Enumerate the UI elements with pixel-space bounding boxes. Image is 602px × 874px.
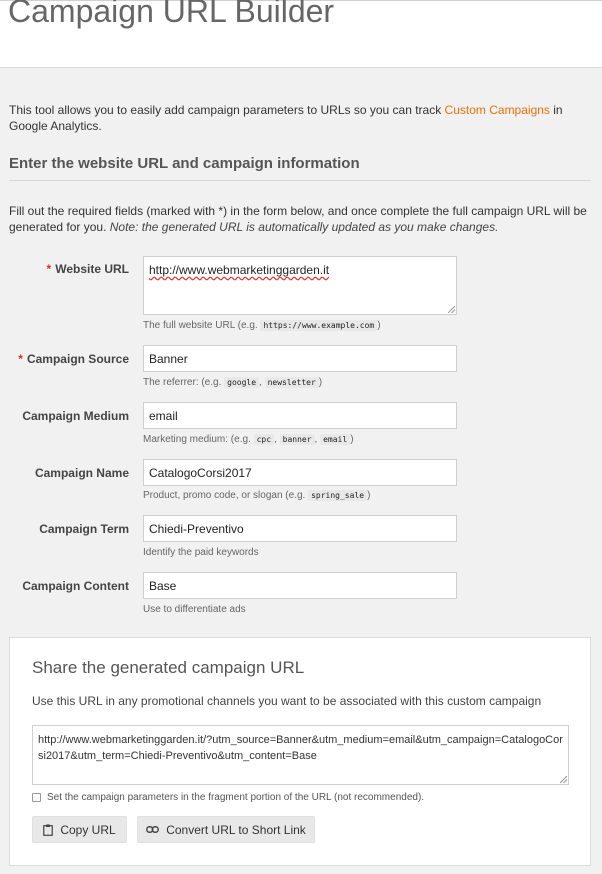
campaign-source-label: * Campaign Source xyxy=(18,352,129,366)
resize-handle[interactable] xyxy=(448,306,455,313)
fragment-checkbox[interactable] xyxy=(32,793,41,802)
website-url-hint: The full website URL (e.g. https://www.example.com ) xyxy=(143,320,381,331)
copy-url-button[interactable] xyxy=(32,816,127,843)
page-title: Campaign URL Builder xyxy=(8,0,335,29)
resize-handle[interactable] xyxy=(560,776,567,783)
section-divider xyxy=(9,180,591,181)
auto-update-note: Note: the generated URL is automatically updated as you make changes. xyxy=(109,220,499,234)
intro-text: This tool allows you to easily add campaign parameters to URLs so you can track Custom Campaigns in Google Analytics. xyxy=(9,103,563,133)
campaign-content-label: Campaign Content xyxy=(22,579,129,593)
share-description: Use this URL in any promotional channels you want to be associated with this custom campaign xyxy=(32,694,542,708)
fill-instructions: Fill out the required fields (marked with *) in the form below, and once complete the full campaign URL will be generated for you. Note: the generated URL is automatically updated as you make changes. xyxy=(9,204,587,234)
share-title: Share the generated campaign URL xyxy=(32,658,305,677)
campaign-medium-label: Campaign Medium xyxy=(22,409,129,423)
section-heading: Enter the website URL and campaign information xyxy=(9,155,360,172)
required-marker: * xyxy=(46,262,52,276)
website-url-label: * Website URL xyxy=(46,262,129,276)
fragment-option xyxy=(32,790,424,804)
campaign-name-hint: Product, promo code, or slogan (e.g. spring_sale ) xyxy=(143,490,371,501)
campaign-term-input[interactable] xyxy=(143,515,457,542)
required-marker: * xyxy=(18,352,23,366)
convert-short-link-button[interactable] xyxy=(137,816,315,843)
campaign-term-label: Campaign Term xyxy=(39,522,129,536)
campaign-term-hint: Identify the paid keywords xyxy=(143,547,259,558)
campaign-medium-input[interactable] xyxy=(143,402,457,429)
campaign-content-hint: Use to differentiate ads xyxy=(143,604,246,615)
campaign-medium-hint: Marketing medium: (e.g. cpc , banner , email ) xyxy=(143,434,354,445)
campaign-content-input[interactable] xyxy=(143,572,457,599)
page-header xyxy=(0,0,602,68)
fragment-checkbox-label[interactable]: Set the campaign parameters in the fragment portion of the URL (not recommended). xyxy=(47,791,425,803)
share-panel xyxy=(9,637,591,866)
website-url-input[interactable]: http://www.webmarketinggarden.it xyxy=(143,256,457,315)
campaign-name-label: Campaign Name xyxy=(34,466,129,480)
clipboard-icon xyxy=(43,824,53,836)
campaign-source-input[interactable] xyxy=(143,345,457,372)
campaign-name-input[interactable] xyxy=(143,459,457,486)
generated-url-output[interactable]: http://www.webmarketinggarden.it/?utm_source=Banner&utm_medium=email&utm_campaign=CatalogoCorsi2017&utm_term=Chiedi-Preventivo&utm_content=Base xyxy=(32,725,569,785)
link-icon xyxy=(146,825,159,834)
convert-short-link-label: Convert URL to Short Link xyxy=(166,822,306,837)
campaign-source-hint: The referrer: (e.g. google , newsletter ) xyxy=(143,377,323,388)
copy-url-label: Copy URL xyxy=(60,822,116,837)
custom-campaigns-link[interactable]: Custom Campaigns xyxy=(444,103,550,117)
